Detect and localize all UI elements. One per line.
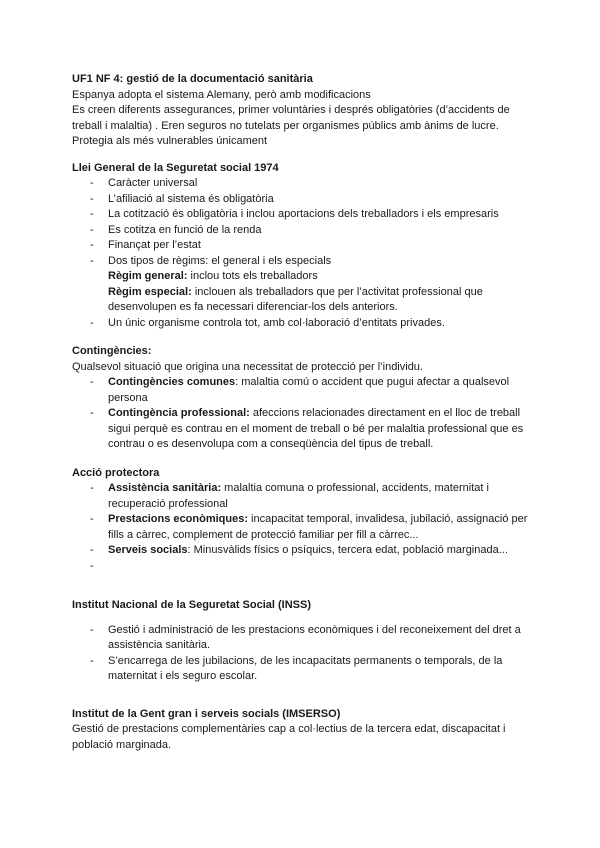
list-item-text: : malaltia comú o accident que pugui afectar a qualsevol persona	[108, 376, 510, 404]
dash-bullet: -	[90, 482, 94, 494]
list-item	[72, 623, 532, 654]
regim-general-text: inclou tots els treballadors	[187, 270, 318, 282]
imserso-text: Gestió de prestacions complementàries cap a col·lectius de la tercera edat, discapacitat i població marginada.	[72, 723, 506, 751]
list-item-label: Prestacions econòmiques:	[108, 513, 248, 525]
list-item-text: Finançat per l’estat	[108, 239, 201, 251]
list-item	[72, 406, 532, 453]
dash-bullet: -	[90, 623, 94, 636]
section-heading-imserso: Institut de la Gent gran i serveis socials (IMSERSO)	[72, 707, 341, 720]
dash-bullet: -	[90, 559, 94, 572]
list-item-label: Serveis socials	[108, 544, 188, 556]
list-item	[72, 223, 532, 239]
dash-bullet: -	[90, 208, 94, 220]
list-item-label: Assistència sanitària:	[108, 482, 222, 494]
list-item-text: L’afiliació al sistema és obligatòria	[108, 192, 274, 205]
inss-section	[72, 598, 532, 685]
list-item	[72, 512, 532, 543]
list-item	[72, 543, 532, 559]
dash-bullet: -	[90, 177, 94, 189]
list-item	[72, 238, 532, 254]
list-item	[72, 254, 532, 316]
section-heading-llei: Llei General de la Seguretat social 1974	[72, 161, 279, 174]
list-item-text: incapacitat temporal, invalidesa, jubilació, assignació per fills a càrrec, complement de protecció familiar per fill a càrrec...	[108, 513, 528, 541]
dash-bullet: -	[90, 544, 94, 556]
list-item-text: S’encarrega de les jubilacions, de les incapacitats permanents o temporals, de la maternitat i els seguro escolar.	[108, 654, 503, 682]
inss-list	[72, 623, 532, 685]
dash-bullet: -	[90, 254, 94, 267]
list-item	[72, 192, 532, 208]
dash-bullet: -	[90, 407, 94, 419]
list-item-text: Es cotitza en funció de la renda	[108, 223, 262, 236]
list-item-empty	[72, 559, 532, 575]
accio-section	[72, 466, 532, 575]
section-heading-inss: Institut Nacional de la Seguretat Social (INSS)	[72, 599, 311, 611]
accio-list	[72, 481, 532, 574]
list-item	[72, 176, 532, 192]
contingencies-section	[72, 344, 532, 453]
list-item-text: afeccions relacionades directament en el lloc de treball sigui perquè es contrau en el moment de treball o bé per malaltia professional que es contrau o es desenvolupa com a conseqüència del tipus de treball.	[108, 407, 524, 450]
section-heading-contingencies: Contingències:	[72, 345, 152, 357]
llei-section	[72, 161, 532, 332]
list-item	[72, 316, 532, 332]
list-item-text: Caràcter universal	[108, 177, 198, 189]
list-item-text: : Minusvàlids físics o psíquics, tercera edat, població marginada...	[187, 544, 508, 556]
dash-bullet: -	[90, 239, 94, 251]
intro-section	[72, 72, 532, 150]
contingencies-definition: Qualsevol situació que origina una necessitat de protecció per l’individu.	[72, 360, 423, 373]
llei-list	[72, 176, 532, 331]
regim-especial-text: inclouen als treballadors que per l’activitat professional que desenvolupen es fa necessari diferenciar-los dels anteriors.	[108, 285, 483, 313]
regim-especial-label: Règim especial:	[108, 285, 192, 298]
dash-bullet: -	[90, 316, 94, 329]
dash-bullet: -	[90, 654, 94, 667]
list-item-text: malaltia comuna o professional, accidents, maternitat i recuperació professional	[108, 482, 489, 510]
regim-general-label: Règim general:	[108, 270, 188, 282]
contingencies-list	[72, 375, 532, 453]
list-item-label: Contingències comunes	[108, 376, 236, 388]
list-item-text: Dos tipos de règims: el general i els especials	[108, 254, 332, 267]
list-item	[72, 375, 532, 406]
list-item-label: Contingència professional:	[108, 407, 250, 419]
dash-bullet: -	[90, 376, 94, 388]
intro-line: Espanya adopta el sistema Alemany, però amb modificacions	[72, 88, 371, 101]
list-item-text: Un únic organisme controla tot, amb col·laboració d’entitats privades.	[108, 316, 445, 329]
intro-line: Protegia als més vulnerables únicament	[72, 135, 268, 147]
section-heading-accio: Acció protectora	[72, 466, 160, 479]
imserso-section	[72, 707, 532, 754]
list-item-text: Gestió i administració de les prestacions econòmiques i del reconeixement del dret a assistència sanitària.	[108, 623, 521, 651]
dash-bullet: -	[90, 223, 94, 236]
list-item	[72, 654, 532, 685]
intro-line: Es creen diferents assegurances, primer voluntàries i després obligatòries (d’accidents de treball i malaltia) . Eren seguros no tutelats per organismes públics amb ànims de lucre.	[72, 104, 510, 132]
dash-bullet: -	[90, 192, 94, 205]
dash-bullet: -	[90, 513, 94, 525]
list-item	[72, 481, 532, 512]
regim-especial	[108, 285, 532, 316]
document-page	[72, 72, 532, 753]
list-item-text: La cotització és obligatòria i inclou aportacions dels treballadors i els empresaris	[108, 208, 499, 220]
list-item	[72, 207, 532, 223]
regim-general	[108, 269, 532, 285]
document-title: UF1 NF 4: gestió de la documentació sanitària	[72, 73, 313, 85]
